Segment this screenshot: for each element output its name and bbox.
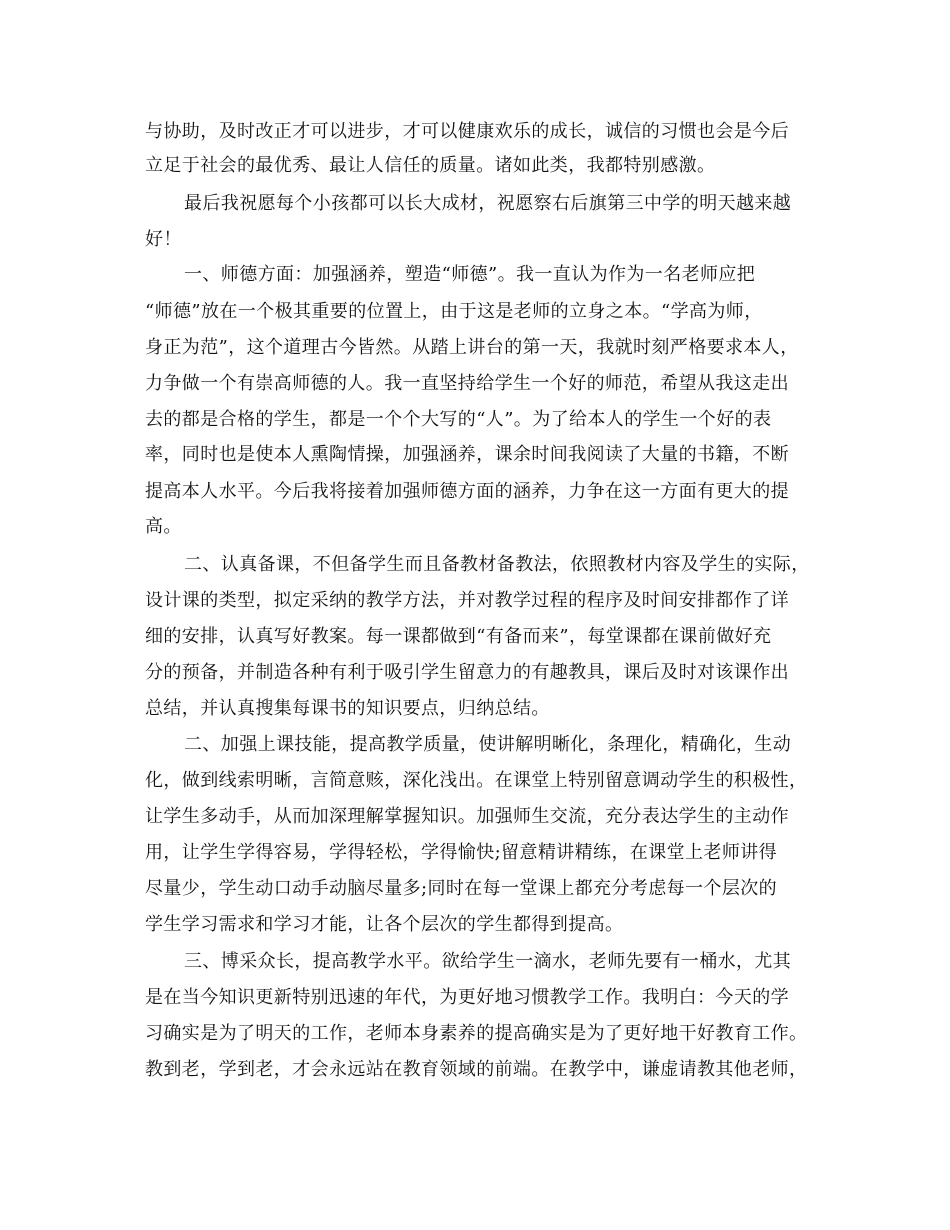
text-line: 好！ <box>145 229 182 250</box>
text-line: 学生学习需求和学习才能，让各个层次的学生都得到提高。 <box>145 914 624 935</box>
paragraph-first-line: 最后我祝愿每个小孩都可以长大成材，祝愿察右后旗第三中学的明天越来越 <box>184 193 792 214</box>
paragraph-first-line: 二、加强上课技能，提高教学质量，使讲解明晰化，条理化，精确化，生动 <box>184 734 792 755</box>
paragraph-first-line: 二、认真备课，不但备学生而且备教材备教法，依照教材内容及学生的实际， <box>184 554 810 575</box>
text-line: 设计课的类型，拟定采纳的教学方法，并对教学过程的程序及时间安排都作了详 <box>145 590 789 611</box>
text-line: 身正为范”，这个道理古今皆然。从踏上讲台的第一天，我就时刻严格要求本人， <box>145 337 799 358</box>
text-line: 教到老，学到老，才会永远站在教育领域的前端。在教学中，谦虚请教其他老师， <box>145 1059 808 1080</box>
text-line: “师德”放在一个极其重要的位置上，由于这是老师的立身之本。“学高为师， <box>145 301 763 322</box>
text-line: 是在当今知识更新特别迅速的年代，为更好地习惯教学工作。我明白：今天的学 <box>145 987 789 1008</box>
text-line: 与协助，及时改正才可以进步，才可以健康欢乐的成长，诚信的习惯也会是今后 <box>145 121 789 142</box>
text-line: 化，做到线索明晰，言简意赅，深化浅出。在课堂上特别留意调动学生的积极性， <box>145 770 808 791</box>
paragraph-first-line: 三、博采众长，提高教学水平。欲给学生一滴水，老师先要有一桶水，尤其 <box>184 951 792 972</box>
text-line: 让学生多动手，从而加深理解掌握知识。加强师生交流，充分表达学生的主动作 <box>145 806 789 827</box>
text-line: 去的都是合格的学生，都是一个个大写的“人”。为了给本人的学生一个好的表 <box>145 409 772 430</box>
text-line: 尽量少，学生动口动手动脑尽量多;同时在每一堂课上都充分考虑每一个层次的 <box>145 878 778 899</box>
text-line: 分的预备，并制造各种有利于吸引学生留意力的有趣教具，课后及时对该课作出 <box>145 662 789 683</box>
text-line: 立足于社会的最优秀、最让人信任的质量。诸如此类，我都特别感激。 <box>145 155 716 176</box>
text-line: 提高本人水平。今后我将接着加强师德方面的涵养，力争在这一方面有更大的提 <box>145 481 789 502</box>
text-line: 用，让学生学得容易，学得轻松，学得愉快;留意精讲精练，在课堂上老师讲得 <box>145 842 778 863</box>
text-line: 力争做一个有崇高师德的人。我一直坚持给学生一个好的师范，希望从我这走出 <box>145 373 789 394</box>
text-line: 高。 <box>145 516 182 537</box>
text-line: 细的安排，认真写好教案。每一课都做到“有备而来”，每堂课都在课前做好充 <box>145 626 772 647</box>
text-line: 总结，并认真搜集每课书的知识要点，归纳总结。 <box>145 698 550 719</box>
text-line: 习确实是为了明天的工作，老师本身素养的提高确实是为了更好地干好教育工作。 <box>145 1023 808 1044</box>
text-line: 率，同时也是使本人熏陶情操，加强涵养，课余时间我阅读了大量的书籍，不断 <box>145 444 789 465</box>
paragraph-first-line: 一、师德方面：加强涵养，塑造“师德”。我一直认为作为一名老师应把 <box>184 264 756 285</box>
